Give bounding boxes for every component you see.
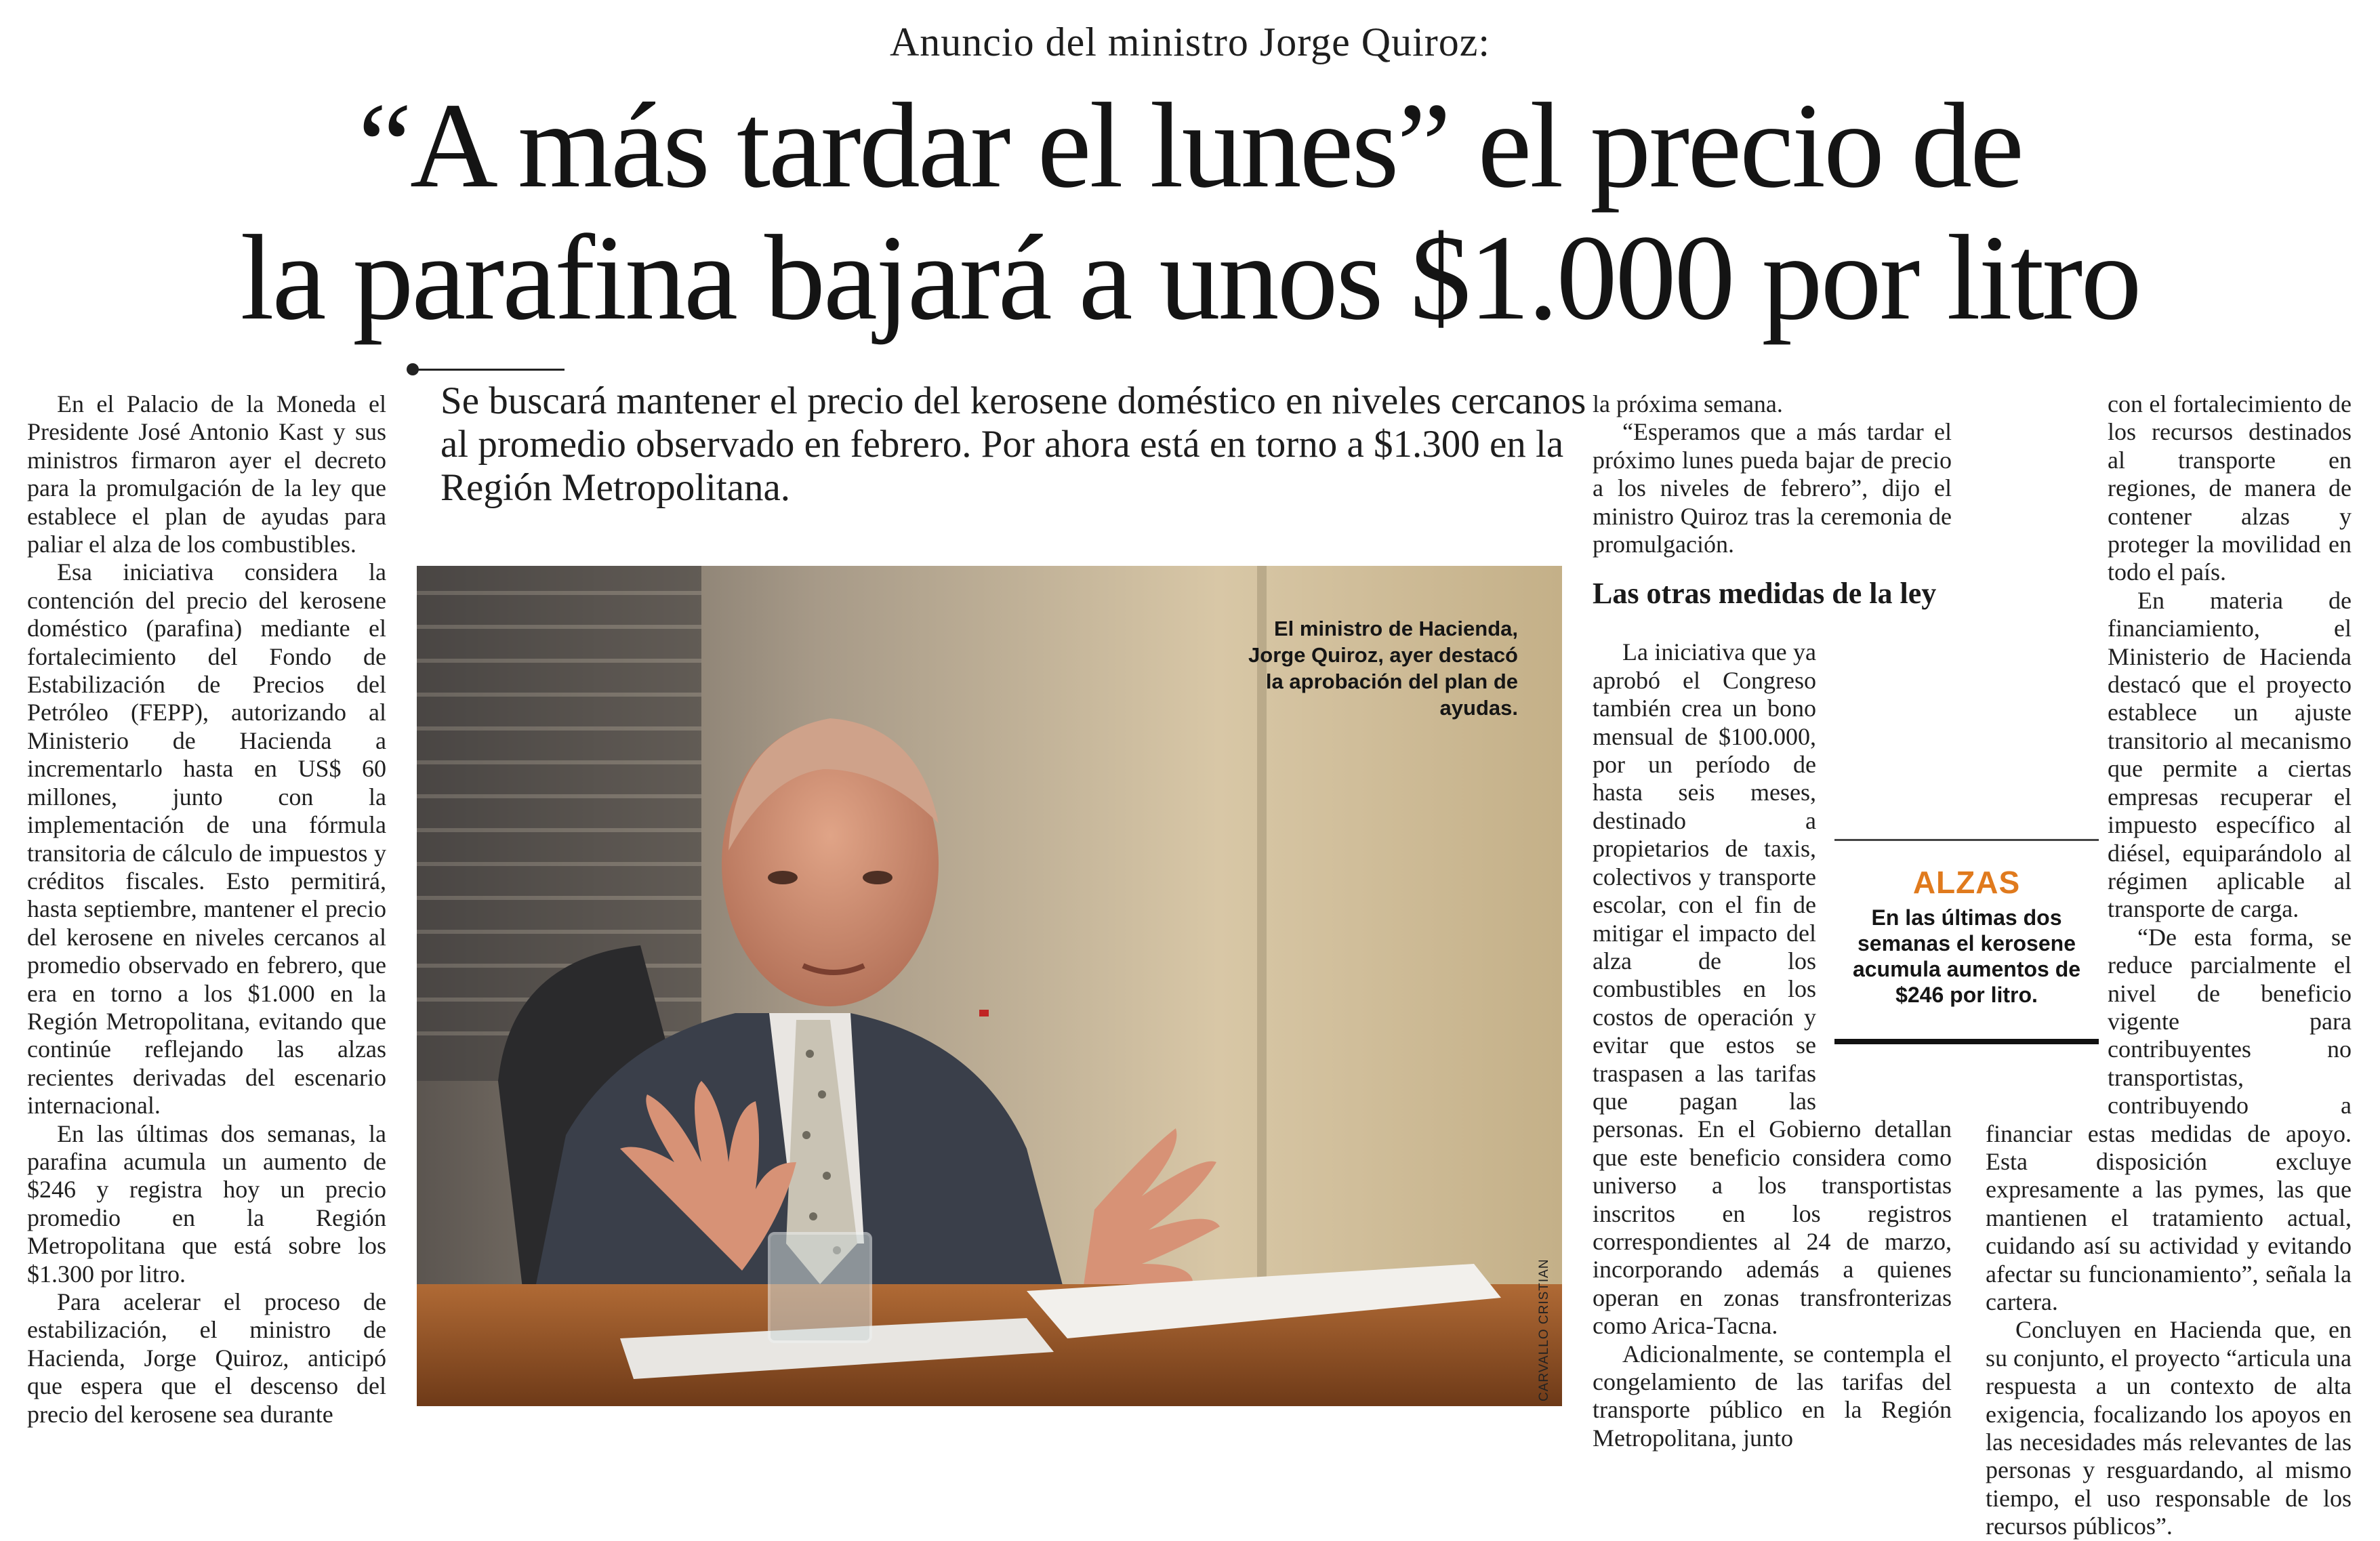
paragraph: Esa iniciativa considera la contención del precio del kerosene doméstico (parafina) mediante el fortalecimiento del Fondo de Estabilización de Precios del Petróleo (FEPP), autorizando al Ministerio de Hacienda a incrementarlo hasta en US$ 60 millones, junto con la implementación de una fórmula transitoria de cálculo de impuestos y créditos fiscales. Esto permitirá, hasta septiembre, mantener el precio del kerosene en niveles cercanos al promedio observado en febrero, que era en torno a los $1.000 en la Región Metropolitana, evitando que continúe reflejando las alzas recientes derivadas del escenario internacional. <box>27 558 386 1119</box>
body-column-1 <box>27 390 386 1429</box>
paragraph: “Esperamos que a más tardar el próximo lunes pueda bajar de precio a los niveles de febrero”, dijo el ministro Quiroz tras la ceremonia de promulgación. <box>1593 418 1952 558</box>
article-deck: Se buscará mantener el precio del kerosene doméstico en niveles cercanos al promedio observado en febrero. Por ahora está en torno a $1.300 en la Región Metropolitana. <box>440 379 1586 509</box>
sidebar-title: ALZAS <box>1912 865 2021 900</box>
headline-line-2: la parafina bajará a unos $1.000 por litro <box>240 210 2140 345</box>
photo-credit: CARVALLO CRISTIAN <box>1537 1258 1551 1401</box>
paragraph: “De esta forma, se reduce parcialmente el nivel de beneficio vigente para contribuyentes no transportistas, contribuyendo a financiar estas medidas de apoyo. Esta disposición excluye expresamente a las pymes, las que mantienen el tratamiento actual, cuidando así su actividad y evitando afectar su funcionamiento”, señala la cartera. <box>1986 923 2352 1315</box>
paragraph: En materia de financiamiento, el Ministerio de Hacienda destacó que el proyecto establece un ajuste transitorio al mecanismo que permite a ciertas empresas recuperar el impuesto específico al diésel, equiparándolo al régimen aplicable al transporte de carga. <box>2108 586 2352 923</box>
paragraph: Para acelerar el proceso de estabilización, el ministro de Hacienda, Jorge Quiroz, anticipó que espera que el descenso del precio del kerosene sea durante <box>27 1288 386 1428</box>
alzas-sidebar <box>1834 839 2099 1044</box>
deck-rule <box>415 369 565 371</box>
paragraph: En las últimas dos semanas, la parafina acumula un aumento de $246 y registra hoy un precio promedio en la Región Metropolitana que está sobre los $1.300 por litro. <box>27 1119 386 1288</box>
article-kicker: Anuncio del ministro Jorge Quiroz: <box>889 20 1491 64</box>
headline-line-1: “A más tardar el lunes” el precio de <box>358 78 2022 213</box>
paragraph: con el fortalecimiento de los recursos destinados al transporte en regiones, de manera de contener alzas y proteger la movilidad en todo el país. <box>2108 390 2352 586</box>
section-subhead: Las otras medidas de la ley <box>1593 577 1937 611</box>
paragraph: La iniciativa que ya aprobó el Congreso también crea un bono mensual de $100.000, por un período de hasta seis meses, destinado a propietarios de taxis, colectivos y transporte escolar, con el fin de mitigar el impacto del alza de los combustibles en los costos de operación y evitar que estos se traspasen a las tarifas que pagan las personas. En el Gobierno detallan que este beneficio considera como universo a los transportistas inscritos en los registros correspondientes al 24 de marzo, incorporando además a quienes operan en zonas transfronterizas como Arica-Tacna. <box>1593 638 1952 1340</box>
paragraph: Adicionalmente, se contempla el congelamiento de las tarifas del transporte público en la Región Metropolitana, junto <box>1593 1340 1952 1452</box>
photo-caption: El ministro de Hacienda, Jorge Quiroz, ayer destacó la aprobación del plan de ayudas. <box>1248 617 1518 720</box>
paragraph: la próxima semana. <box>1593 390 1783 417</box>
paragraph: En el Palacio de la Moneda el Presidente José Antonio Kast y sus ministros firmaron ayer el decreto para la promulgación de la ley que establece el plan de ayudas para paliar el alza de los combustibles. <box>27 390 386 558</box>
paragraph: Concluyen en Hacienda que, en su conjunto, el proyecto “articula una respuesta a un contexto de alta exigencia, focalizando los apoyos en las necesidades más relevantes de las personas y resguardando, al mismo tiempo, el uso responsable de los recursos públicos”. <box>1986 1316 2352 1540</box>
sidebar-text: En las últimas dos semanas el kerosene acumula aumentos de $246 por litro. <box>1852 905 2081 1007</box>
